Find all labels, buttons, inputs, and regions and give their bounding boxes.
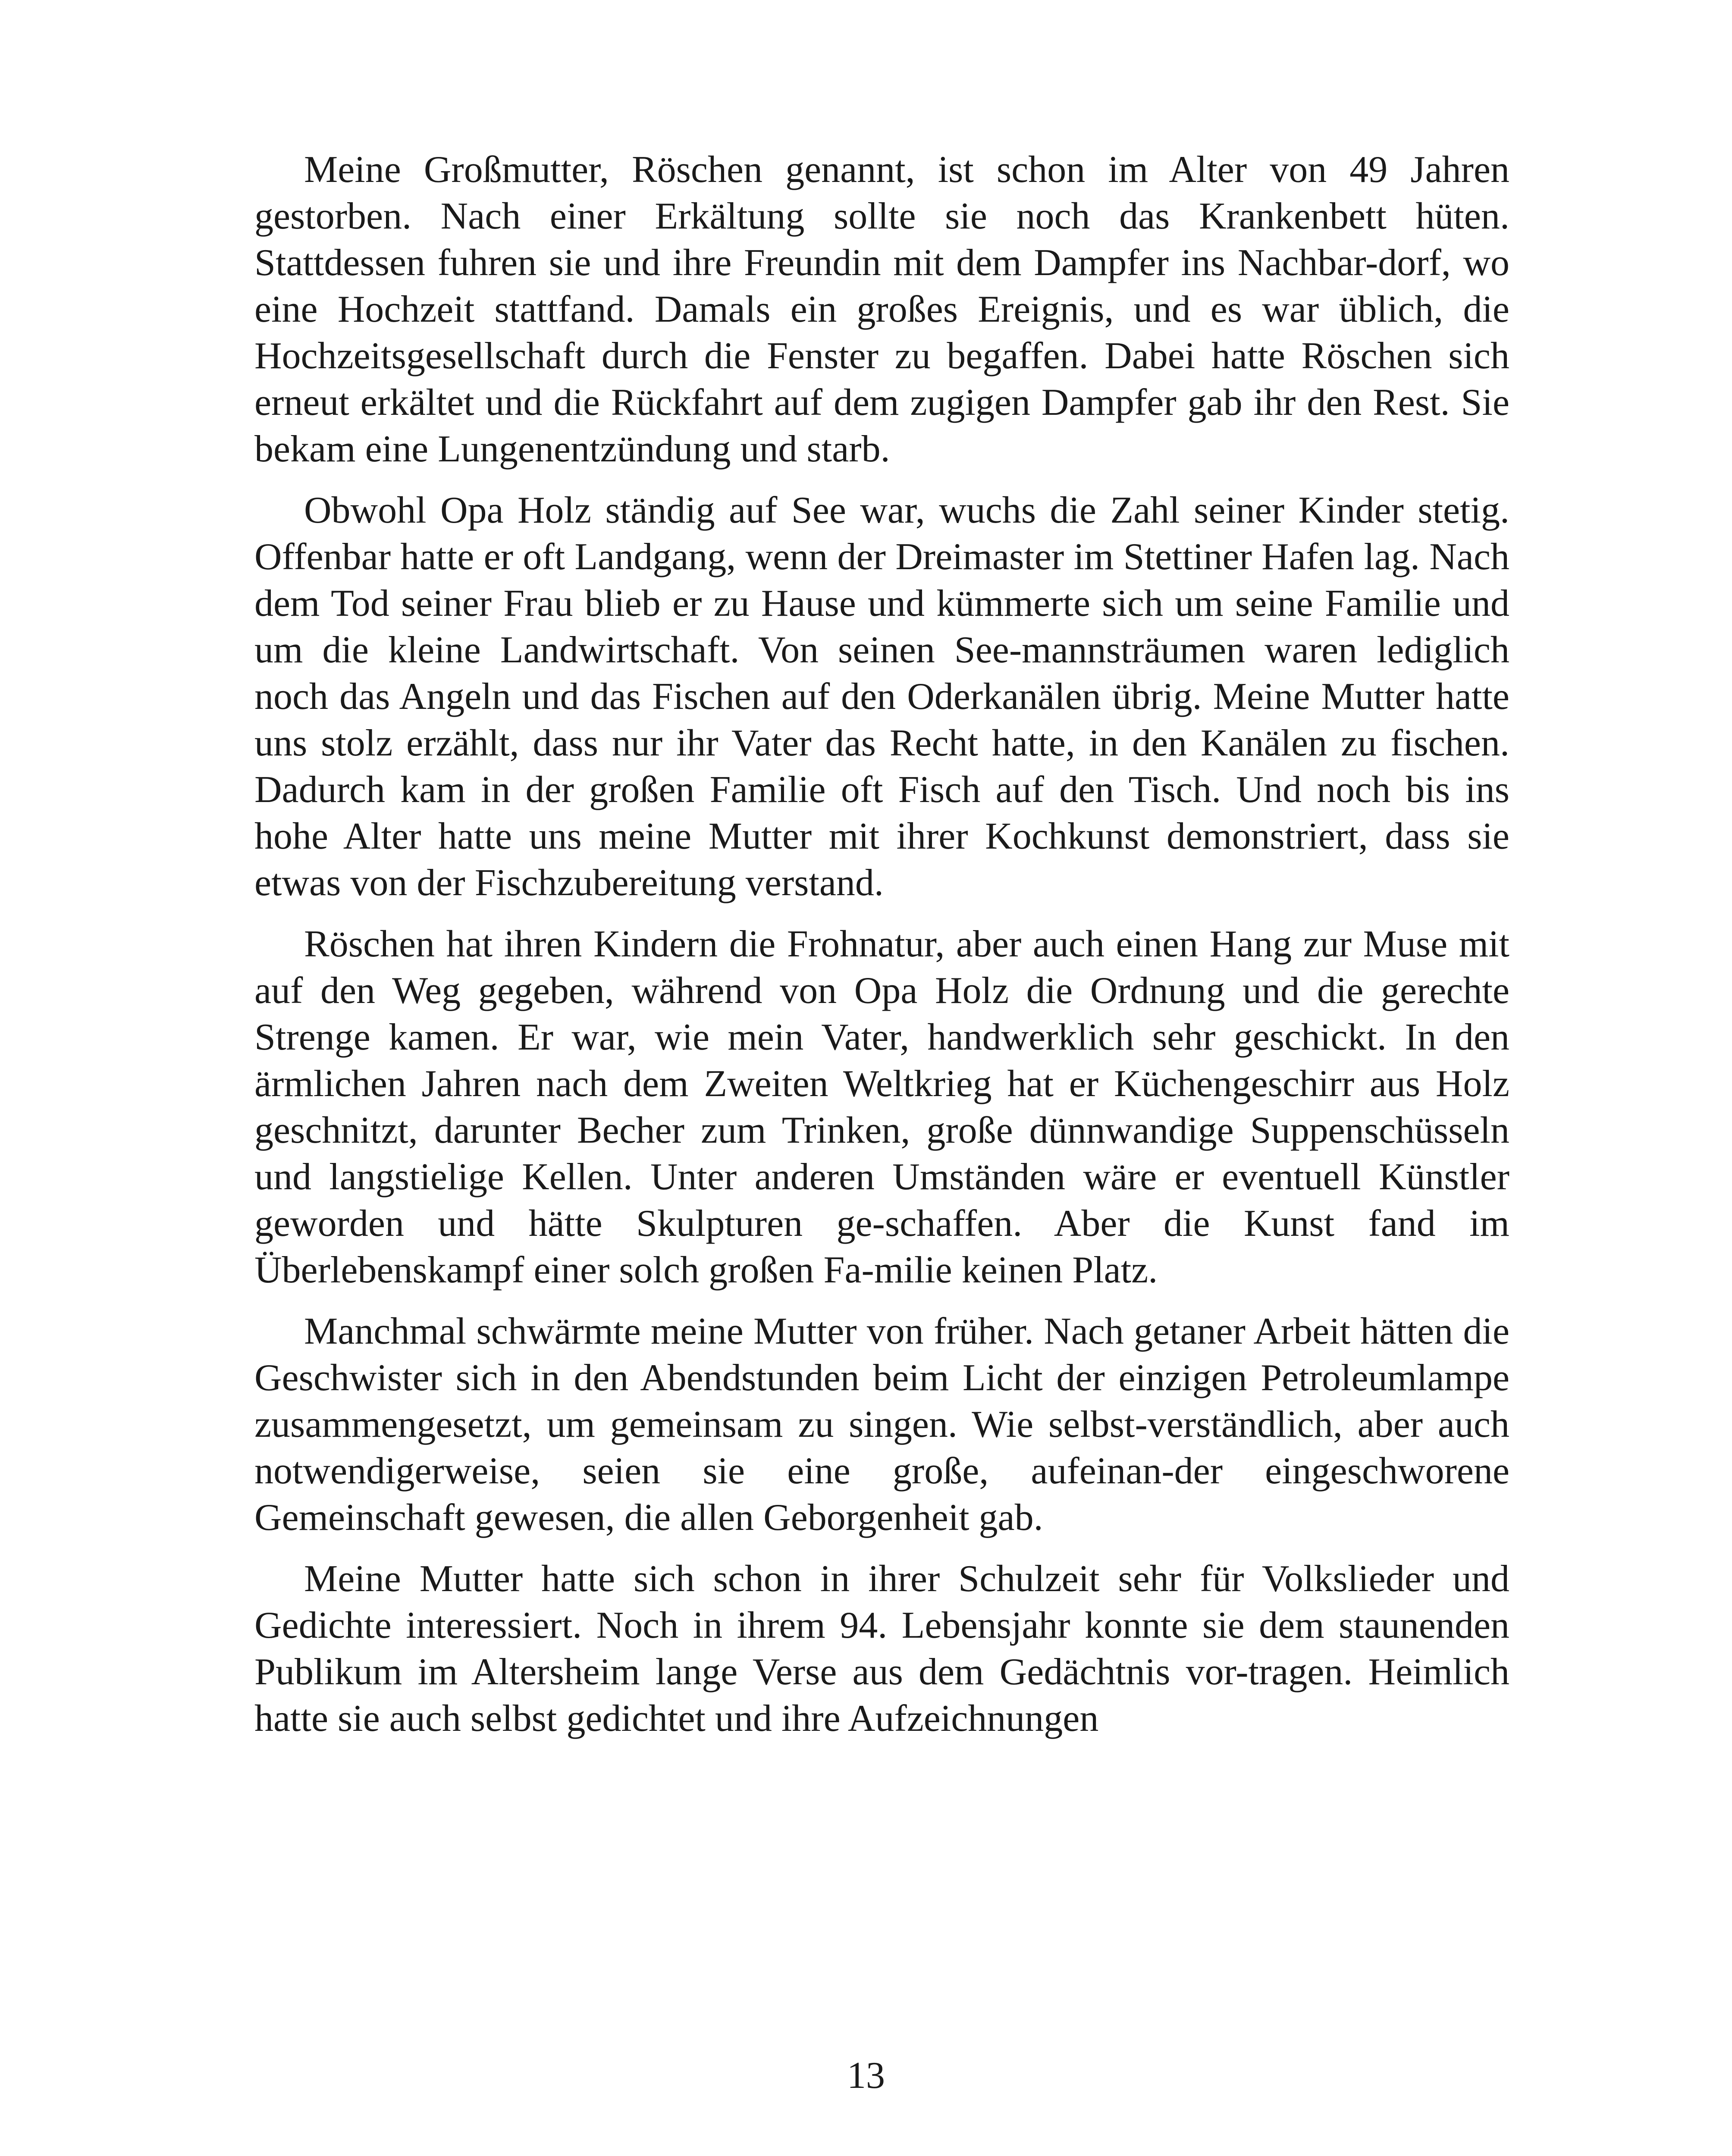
paragraph: Manchmal schwärmte meine Mutter von früher. Nach getaner Arbeit hätten die Geschwister sich in den Abendstunden beim Licht der einzigen Petroleumlampe zusammengesetzt, um gemeinsam zu singen. Wie selbst-verständlich, aber auch notwendigerweise, seien sie eine große, aufeinan-der eingeschworene Gemeinschaft gewesen, die allen Geborgenheit gab. [254, 1310, 1509, 1539]
paragraph: Meine Großmutter, Röschen genannt, ist schon im Alter von 49 Jahren gestorben. Nach einer Erkältung sollte sie noch das Krankenbett hüten. Stattdessen fuhren sie und ihre Freundin mit dem Dampfer ins Nachbar-dorf, wo eine Hochzeit stattfand. Damals ein großes Ereignis, und es war üblich, die Hochzeitsgesellschaft durch die Fenster zu begaffen. Dabei hatte Röschen sich erneut erkältet und die Rückfahrt auf dem zugigen Dampfer gab ihr den Rest. Sie bekam eine Lungenentzündung und starb. [254, 149, 1509, 470]
paragraph: Röschen hat ihren Kindern die Frohnatur, aber auch einen Hang zur Muse mit auf den Weg gegeben, während von Opa Holz die Ordnung und die gerechte Strenge kamen. Er war, wie mein Vater, handwerklich sehr geschickt. In den ärmlichen Jahren nach dem Zweiten Weltkrieg hat er Küchengeschirr aus Holz geschnitzt, darunter Becher zum Trinken, große dünnwandige Suppenschüsseln und langstielige Kellen. Unter anderen Umständen wäre er eventuell Künstler geworden und hätte Skulpturen ge-schaffen. Aber die Kunst fand im Überlebenskampf einer solch großen Fa-milie keinen Platz. [254, 923, 1509, 1291]
paragraph: Obwohl Opa Holz ständig auf See war, wuchs die Zahl seiner Kinder stetig. Offenbar hatte er oft Landgang, wenn der Dreimaster im Stettiner Hafen lag. Nach dem Tod seiner Frau blieb er zu Hause und kümmerte sich um seine Familie und um die kleine Landwirtschaft. Von seinen See-mannsträumen waren lediglich noch das Angeln und das Fischen auf den Oderkanälen übrig. Meine Mutter hatte uns stolz erzählt, dass nur ihr Vater das Recht hatte, in den Kanälen zu fischen. Dadurch kam in der großen Familie oft Fisch auf den Tisch. Und noch bis ins hohe Alter hatte uns meine Mutter mit ihrer Kochkunst demonstriert, dass sie etwas von der Fischzubereitung verstand. [254, 489, 1509, 904]
body-text [254, 147, 1509, 1757]
paragraph: Meine Mutter hatte sich schon in ihrer Schulzeit sehr für Volkslieder und Gedichte interessiert. Noch in ihrem 94. Lebensjahr konnte sie dem staunenden Publikum im Altersheim lange Verse aus dem Gedächtnis vor-tragen. Heimlich hatte sie auch selbst gedichtet und ihre Aufzeichnungen [254, 1558, 1509, 1739]
page-number: 13 [847, 2055, 885, 2096]
